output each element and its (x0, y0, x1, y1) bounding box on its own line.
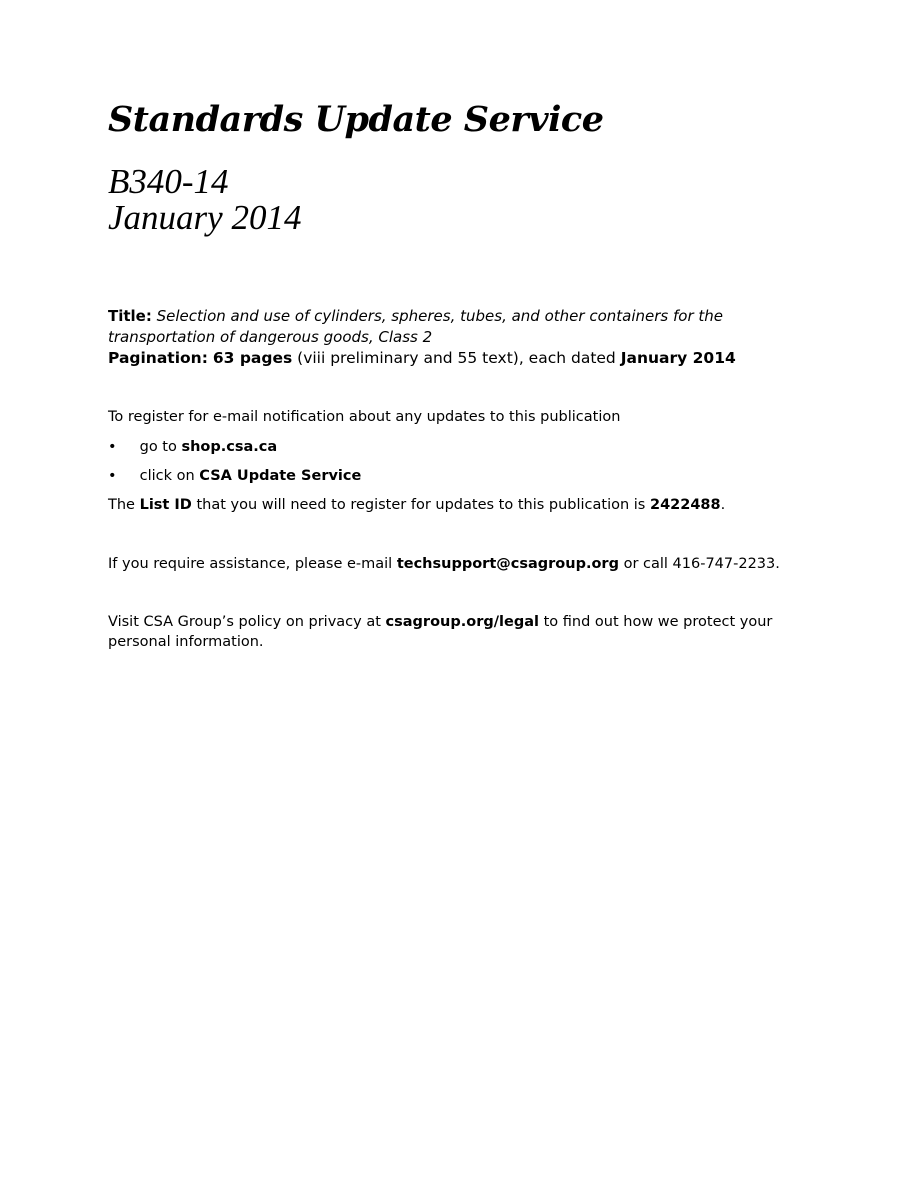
privacy-suffix: to find out how we protect your personal information. (108, 614, 773, 650)
pagination-pages: 63 pages (212, 349, 293, 367)
list-id-end: . (720, 497, 726, 513)
bullet-prefix: go to (139, 439, 177, 455)
bullet-icon: • (108, 468, 117, 484)
shop-link[interactable]: shop.csa.ca (181, 439, 278, 455)
pagination-detail: (viii preliminary and 55 text), each dated (297, 349, 616, 367)
bullet-item-update-service (108, 466, 361, 486)
support-email-link[interactable]: techsupport@csagroup.org (396, 556, 619, 572)
assistance-prefix: If you require assistance, please e-mail (108, 556, 393, 572)
list-id-value: 2422488 (649, 497, 721, 513)
assistance-line (108, 554, 798, 574)
bullet-prefix: click on (139, 468, 195, 484)
bullet-item-shop (108, 437, 277, 457)
list-id-line (108, 495, 798, 515)
bullet-icon: • (108, 439, 117, 455)
title-label: Title: (108, 307, 152, 325)
update-service-link[interactable]: CSA Update Service (199, 468, 362, 484)
privacy-prefix: Visit CSA Group’s policy on privacy at (108, 614, 381, 630)
pagination-line (108, 348, 788, 369)
register-intro: To register for e-mail notification about any updates to this publication (108, 409, 621, 425)
page-heading: Standards Update Service (108, 99, 604, 140)
privacy-paragraph (108, 612, 788, 652)
standard-number: B340-14 (108, 162, 229, 201)
list-id-middle: that you will need to register for updates to this publication is (196, 497, 646, 513)
title-line (108, 306, 788, 348)
title-text: Selection and use of cylinders, spheres, tubes, and other containers for the transportation of dangerous goods, Class 2 (108, 307, 723, 346)
list-id-label: List ID (139, 497, 192, 513)
list-id-prefix: The (108, 497, 135, 513)
assistance-suffix: or call 416-747-2233. (623, 556, 780, 572)
pagination-label: Pagination: (108, 349, 208, 367)
pagination-date: January 2014 (620, 349, 736, 367)
standard-date: January 2014 (108, 198, 302, 237)
title-section (108, 306, 788, 369)
standard-info (108, 164, 301, 236)
privacy-link[interactable]: csagroup.org/legal (385, 614, 539, 630)
